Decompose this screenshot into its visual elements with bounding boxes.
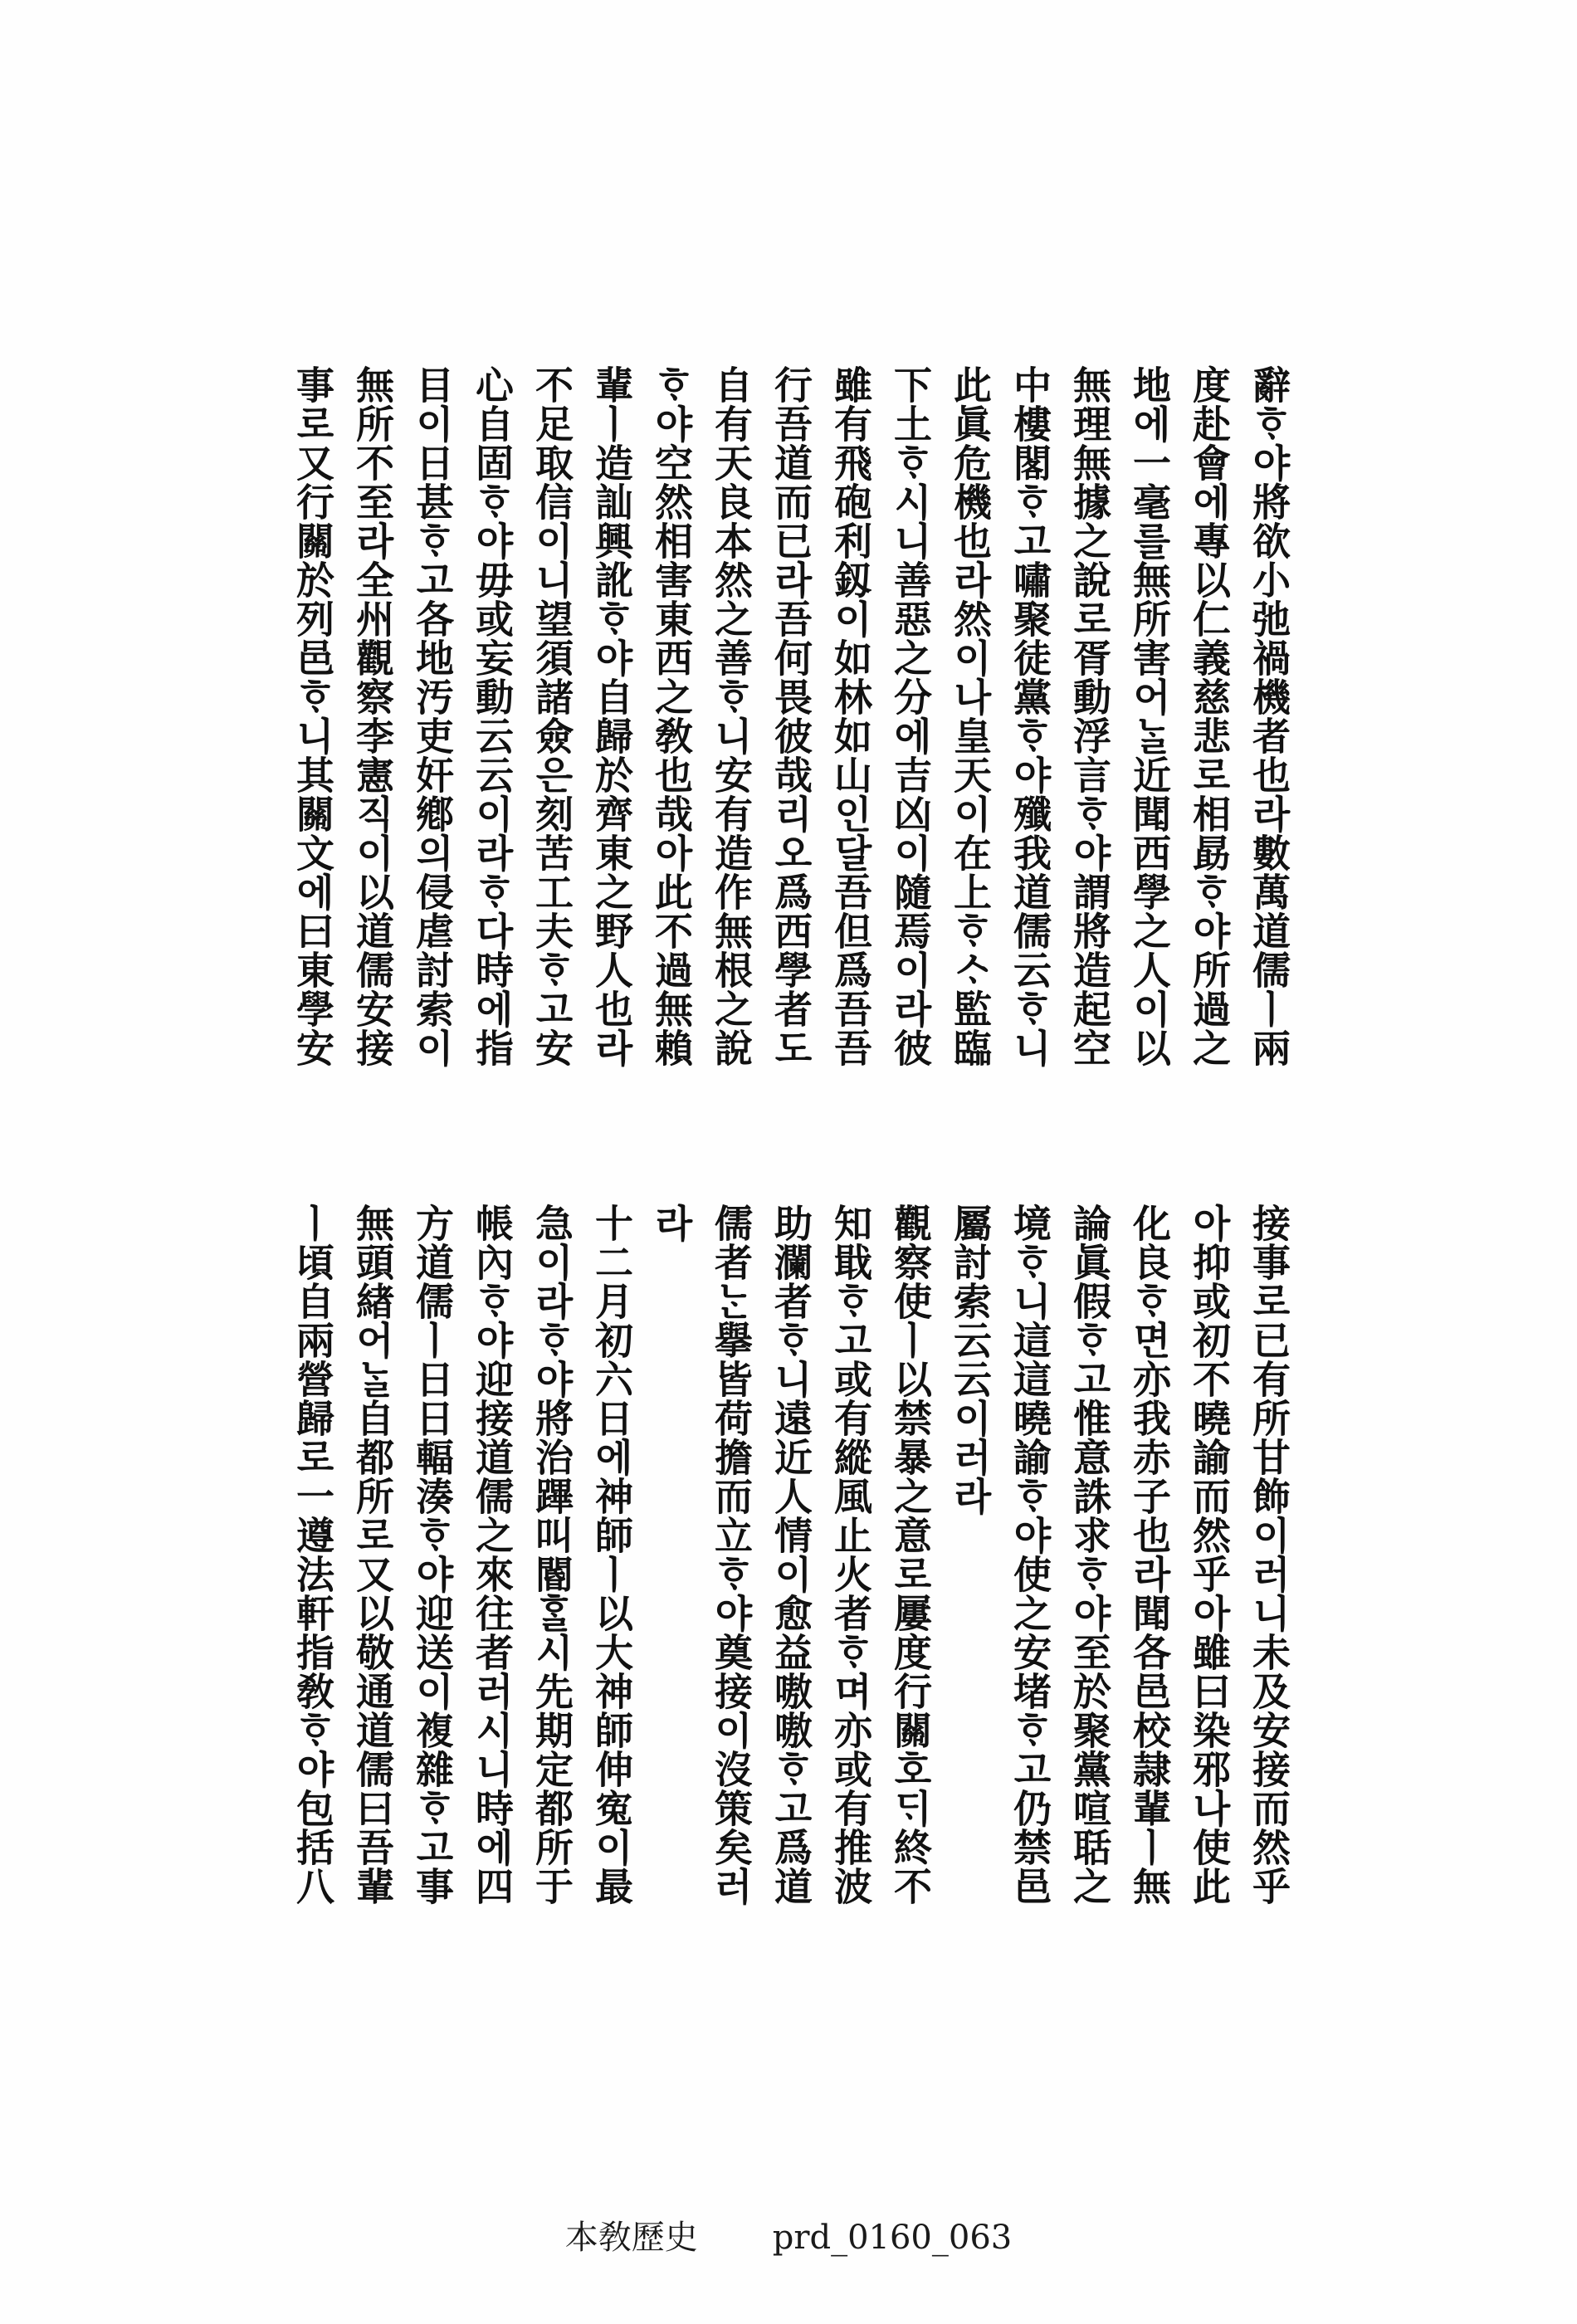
lower-column: ㅣ頃自兩營歸로一遵法軒指敎ᄒᆞ야包括八 — [290, 1204, 335, 1906]
lower-column: 十二月初六日에神師ㅣ以大神師伸寃이最 — [589, 1204, 634, 1906]
upper-column: 目이日甚ᄒᆞ고各地汚吏奸鄕의侵虐討索이 — [410, 365, 455, 1067]
upper-column: 輩ㅣ造訕興訛ᄒᆞ야自歸於齊東之野人也라 — [589, 365, 634, 1067]
lower-column: 急이라ᄒᆞ야將治蹕叫閽ᄒᆞᆯ시先期定都所于 — [530, 1204, 574, 1906]
lower-column: 觀察使ㅣ以禁暴之意로屢度行關호ᄃᆡ終不 — [888, 1204, 933, 1906]
lower-column: 化良ᄒᆞ면亦我赤子也라聞各邑校隷輩ㅣ無 — [1127, 1204, 1172, 1906]
upper-column: 不足取信이니望須諸僉은刻苦工夫ᄒᆞ고安 — [530, 365, 574, 1067]
upper-column: 辭ᄒᆞ야將欲小弛禍機者也라數萬道儒ㅣ兩 — [1247, 365, 1291, 1067]
upper-column: 度赴會에專以仁義慈悲로相勗ᄒᆞ야所過之 — [1187, 365, 1232, 1067]
lower-column: 라 — [649, 1204, 694, 1243]
lower-column: 境ᄒᆞ니這這曉諭ᄒᆞ야使之安堵ᄒᆞ고仍禁邑 — [1008, 1204, 1052, 1906]
lower-column: 아抑或初不曉諭而然乎아雖曰染邪나使此 — [1187, 1204, 1232, 1906]
upper-column: 行吾道而已라吾何畏彼哉리오爲西學者도 — [769, 365, 813, 1067]
lower-column: 助瀾者ᄒᆞ니遠近人情이愈益嗷嗷ᄒᆞ고爲道 — [769, 1204, 813, 1906]
lower-column: 論眞假ᄒᆞ고惟意誅求ᄒᆞ야至於聚黨喧聒之 — [1067, 1204, 1112, 1906]
upper-column: 無理無據之說로胥動浮言ᄒᆞ야謂將造起空 — [1067, 365, 1112, 1067]
lower-column: 屬討索云云이러라 — [948, 1204, 993, 1516]
upper-column: 雖有飛砲利釼이如林如山인달吾但爲吾吾 — [828, 365, 873, 1067]
upper-column: 中樓閣ᄒᆞ고嘯聚徒黨ᄒᆞ야殲我道儒云ᄒᆞ니 — [1008, 365, 1052, 1067]
lower-column: 無頭緖어ᄂᆞᆯ自都所로又以敬通道儒曰吾輩 — [350, 1204, 395, 1906]
lower-column: 接事로已有所甘飾이러니未及安接而然乎 — [1247, 1204, 1291, 1906]
upper-column: 地에一毫를無所害어ᄂᆞᆯ近聞西學之人이以 — [1127, 365, 1172, 1067]
lower-column: 方道儒ㅣ日日輻湊ᄒᆞ야迎送이複雜ᄒᆞ고事 — [410, 1204, 455, 1906]
lower-column: 知戢ᄒᆞ고或有縱風止火者ᄒᆞ며亦或有推波 — [828, 1204, 873, 1906]
upper-column: 心自固ᄒᆞ야毋或妄動云云이라ᄒᆞ다時에指 — [470, 365, 515, 1067]
upper-column: 無所不至라全州觀察李憲직이以道儒安接 — [350, 365, 395, 1067]
upper-column: 事로又行關於列邑ᄒᆞ니其關文에曰東學安 — [290, 365, 335, 1067]
main-text-block — [276, 365, 1295, 1984]
upper-column: ᄒᆞ야空然相害東西之敎也哉아此不過無賴 — [649, 365, 694, 1067]
lower-column: 儒者ᄂᆞᆫ擧皆荷擔而立ᄒᆞ야奠接이沒策矣러 — [709, 1204, 754, 1906]
lower-column: 帳內ᄒᆞ야迎接道儒之來往者러시니時에四 — [470, 1204, 515, 1906]
book-title: 本敎歷史 — [564, 2219, 698, 2257]
upper-column: 此眞危機也라然이나皇天이在上ᄒᆞᄉᆞ監臨 — [948, 365, 993, 1067]
page-footer — [0, 2211, 1577, 2258]
upper-column: 自有天良本然之善ᄒᆞ니安有造作無根之說 — [709, 365, 754, 1067]
page-id: prd_0160_063 — [772, 2219, 1013, 2257]
upper-column: 下土ᄒᆞ시니善惡之分에吉凶이隨焉이라彼 — [888, 365, 933, 1067]
